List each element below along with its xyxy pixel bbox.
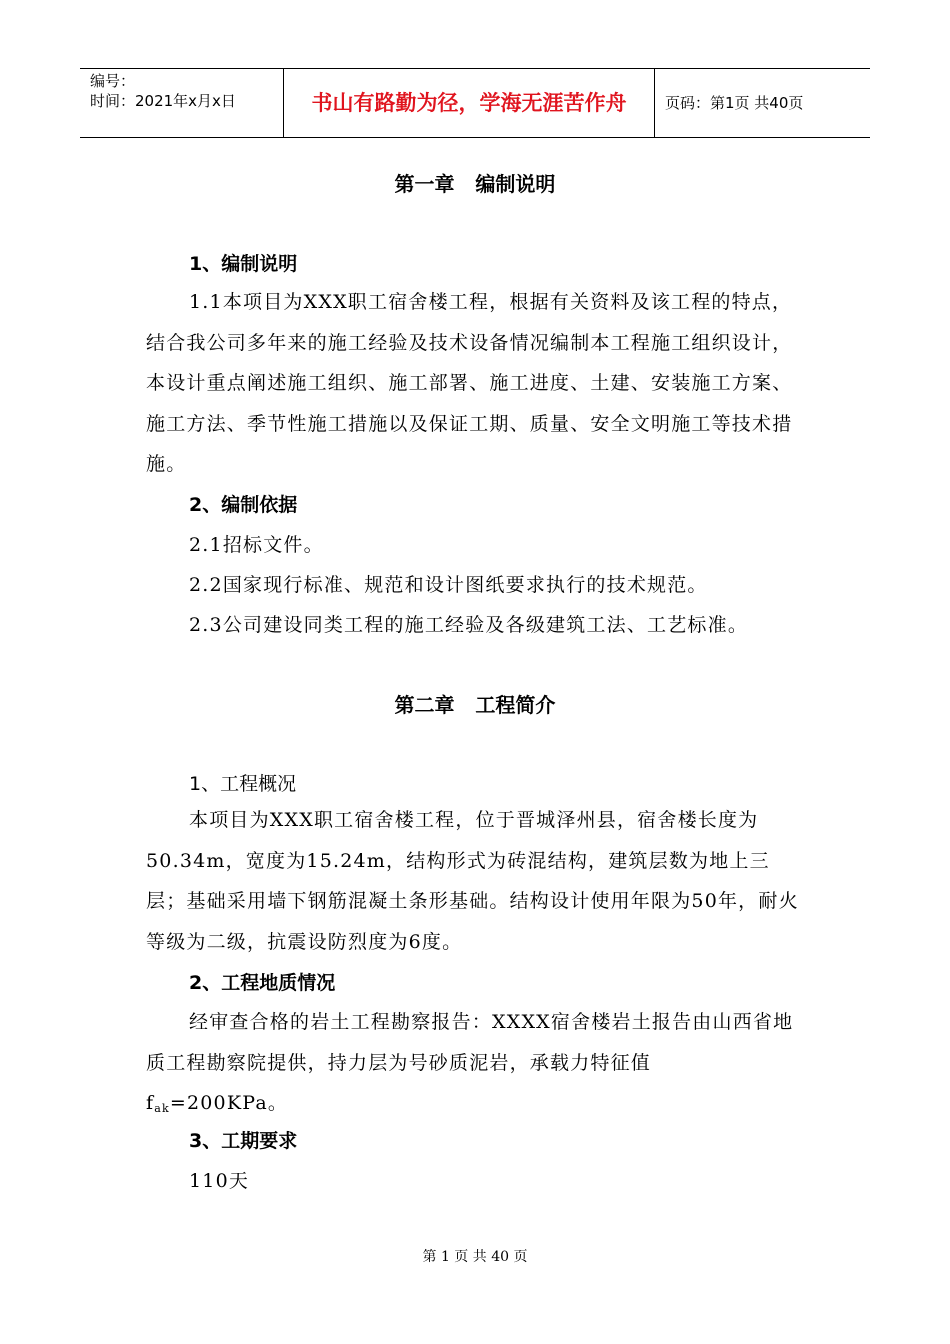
formula-f: f (146, 1092, 155, 1114)
chapter1-section1-paragraph (146, 282, 806, 485)
document-header (80, 68, 870, 138)
chapter2-section2-text: 经审查合格的岩土工程勘察报告：XXXX宿舍楼岩土报告由山西省地质工程勘察院提供，持力层为号砂质泥岩，承载力特征值 (146, 1011, 794, 1074)
chapter1-section2-title: 2、编制依据 (189, 494, 298, 516)
chapter1-item-2-1: 2.1招标文件。 (189, 534, 324, 556)
chapter2-section2-paragraph (146, 1002, 806, 1130)
chapter2-duration: 110天 (189, 1170, 250, 1192)
chapter2-title: 第二章 工程简介 (394, 693, 556, 717)
header-meta (80, 69, 283, 137)
chapter1-item-2-3: 2.3公司建设同类工程的施工经验及各级建筑工法、工艺标准。 (189, 614, 749, 636)
document-time: 时间：2021年x月x日 (90, 92, 236, 110)
chapter1-item-2-2: 2.2国家现行标准、规范和设计图纸要求执行的技术规范。 (189, 574, 708, 596)
document-number-label: 编号： (90, 72, 136, 90)
chapter2-section1-paragraph (146, 800, 806, 962)
chapter2-section1-text: 本项目为XXX职工宿舍楼工程，位于晋城泽州县，宿舍楼长度为50.34m，宽度为15.24m，结构形式为砖混结构，建筑层数为地上三层；基础采用墙下钢筋混凝土条形基础。结构设计使用年限为50年，耐火等级为二级，抗震设防烈度为6度。 (146, 809, 799, 953)
chapter1-section1-title: 1、编制说明 (189, 253, 298, 275)
formula-value: =200KPa。 (169, 1092, 289, 1114)
formula-subscript: ak (154, 1102, 170, 1115)
chapter2-section3-title: 3、工期要求 (189, 1130, 298, 1152)
chapter2-section2-title: 2、工程地质情况 (189, 972, 336, 994)
header-motto: 书山有路勤为径，学海无涯苦作舟 (283, 69, 655, 137)
chapter2-section1-title: 1、工程概况 (189, 773, 297, 795)
header-page-info: 页码：第1页 共40页 (665, 94, 804, 112)
chapter1-title: 第一章 编制说明 (394, 172, 556, 196)
bearing-capacity-formula (146, 1092, 288, 1114)
chapter1-section1-text: 1.1本项目为XXX职工宿舍楼工程，根据有关资料及该工程的特点，结合我公司多年来的施工经验及技术设备情况编制本工程施工组织设计，本设计重点阐述施工组织、施工部署、施工进度、土建、安装施工方案、施工方法、季节性施工措施以及保证工期、质量、安全文明施工等技术措施。 (146, 291, 793, 475)
page-footer: 第 1 页 共 40 页 (422, 1249, 528, 1265)
